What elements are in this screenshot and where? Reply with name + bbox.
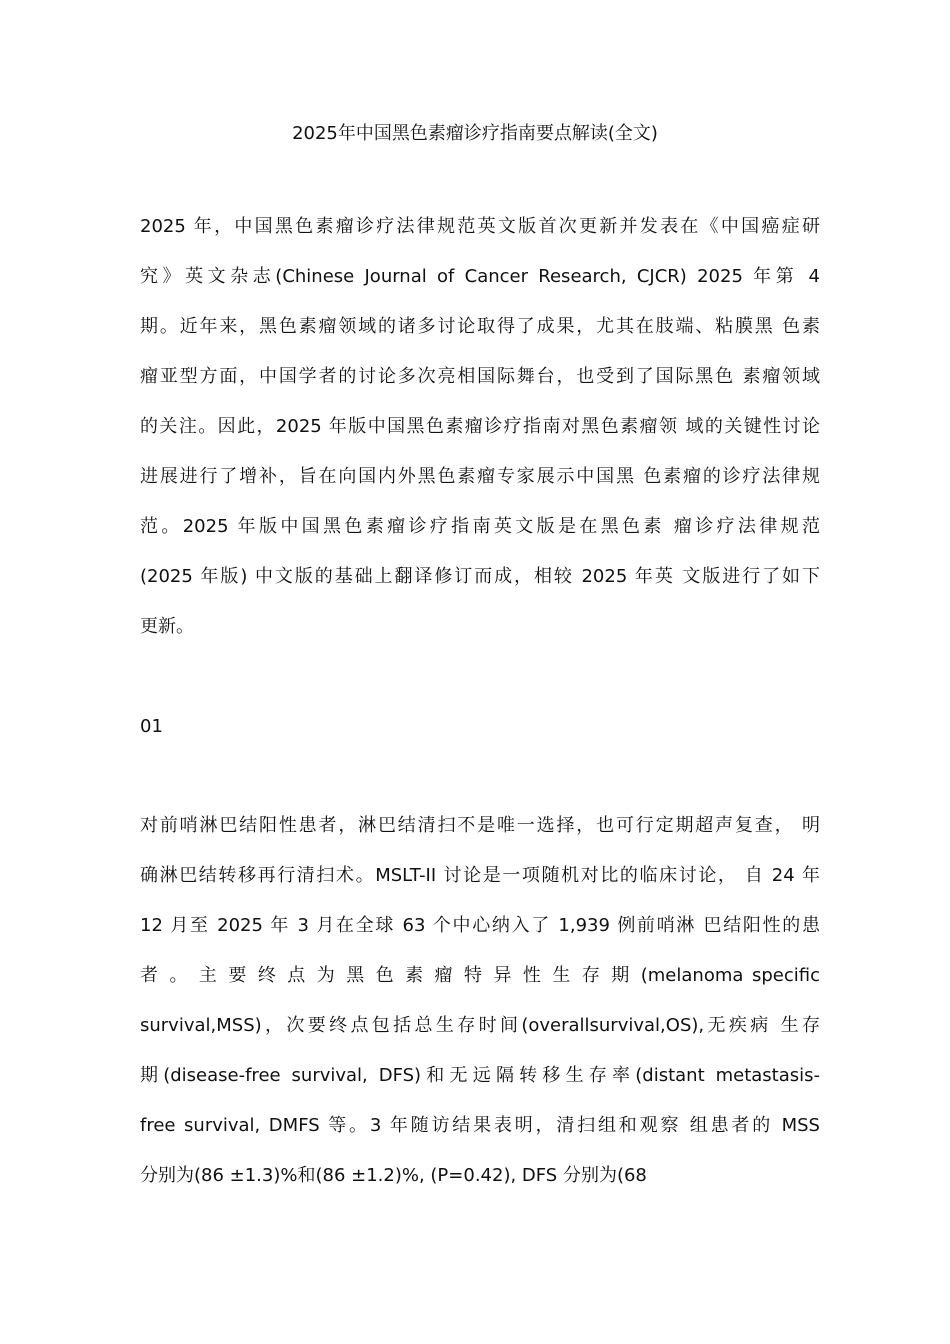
section-line: 者 。 主 要 终 点 为 黑 色 素 瘤 特 异 性 生 存 期 (melanoma specific xyxy=(140,965,820,986)
intro-line: 2025 年，中国黑色素瘤诊疗法律规范英文版首次更新并发表在《中国癌症研 xyxy=(140,216,820,237)
intro-line: 进展进行了增补，旨在向国内外黑色素瘤专家展示中国黑 色素瘤的诊疗法律规 xyxy=(140,466,820,487)
intro-line: 期。近年来，黑色素瘤领域的诸多讨论取得了成果，尤其在肢端、粘膜黑 色素 xyxy=(140,316,820,337)
section-line: 确淋巴结转移再行清扫术。MSLT-II 讨论是一项随机对比的临床讨论， 自 24 年 xyxy=(140,865,820,886)
section-line: 期(disease-free survival, DFS)和无远隔转移生存率(distant metastasis- xyxy=(140,1065,820,1086)
intro-line: 更新。 xyxy=(140,616,194,637)
intro-line: 瘤亚型方面，中国学者的讨论多次亮相国际舞台，也受到了国际黑色 素瘤领域 xyxy=(140,366,820,387)
section-line: 分别为(86 ±1.3)%和(86 ±1.2)%, (P=0.42), DFS 分别为(68 xyxy=(140,1165,647,1186)
section-number: 01 xyxy=(140,716,163,737)
intro-line: 范。2025 年版中国黑色素瘤诊疗指南英文版是在黑色素 瘤诊疗法律规范 xyxy=(140,516,820,537)
intro-paragraph xyxy=(140,214,820,664)
section-line: free survival, DMFS 等。3 年随访结果表明，清扫组和观察 组患者的 MSS xyxy=(140,1115,820,1136)
intro-line: (2025 年版) 中文版的基础上翻译修订而成，相较 2025 年英 文版进行了如下 xyxy=(140,566,820,587)
intro-line: 究》英文杂志(Chinese Journal of Cancer Research, CJCR) 2025 年第 4 xyxy=(140,266,820,287)
section-line: 12 月至 2025 年 3 月在全球 63 个中心纳入了 1,939 例前哨淋 巴结阳性的患 xyxy=(140,915,820,936)
document-title: 2025年中国黑色素瘤诊疗指南要点解读(全文) xyxy=(292,123,658,144)
section-line: survival,MSS)，次要终点包括总生存时间(overallsurvival,OS),无疾病 生存 xyxy=(140,1015,820,1036)
intro-line: 的关注。因此，2025 年版中国黑色素瘤诊疗指南对黑色素瘤领 域的关键性讨论 xyxy=(140,416,820,437)
section-line: 对前哨淋巴结阳性患者，淋巴结清扫不是唯一选择，也可行定期超声复查， 明 xyxy=(140,815,820,836)
section-paragraph xyxy=(140,813,820,1213)
